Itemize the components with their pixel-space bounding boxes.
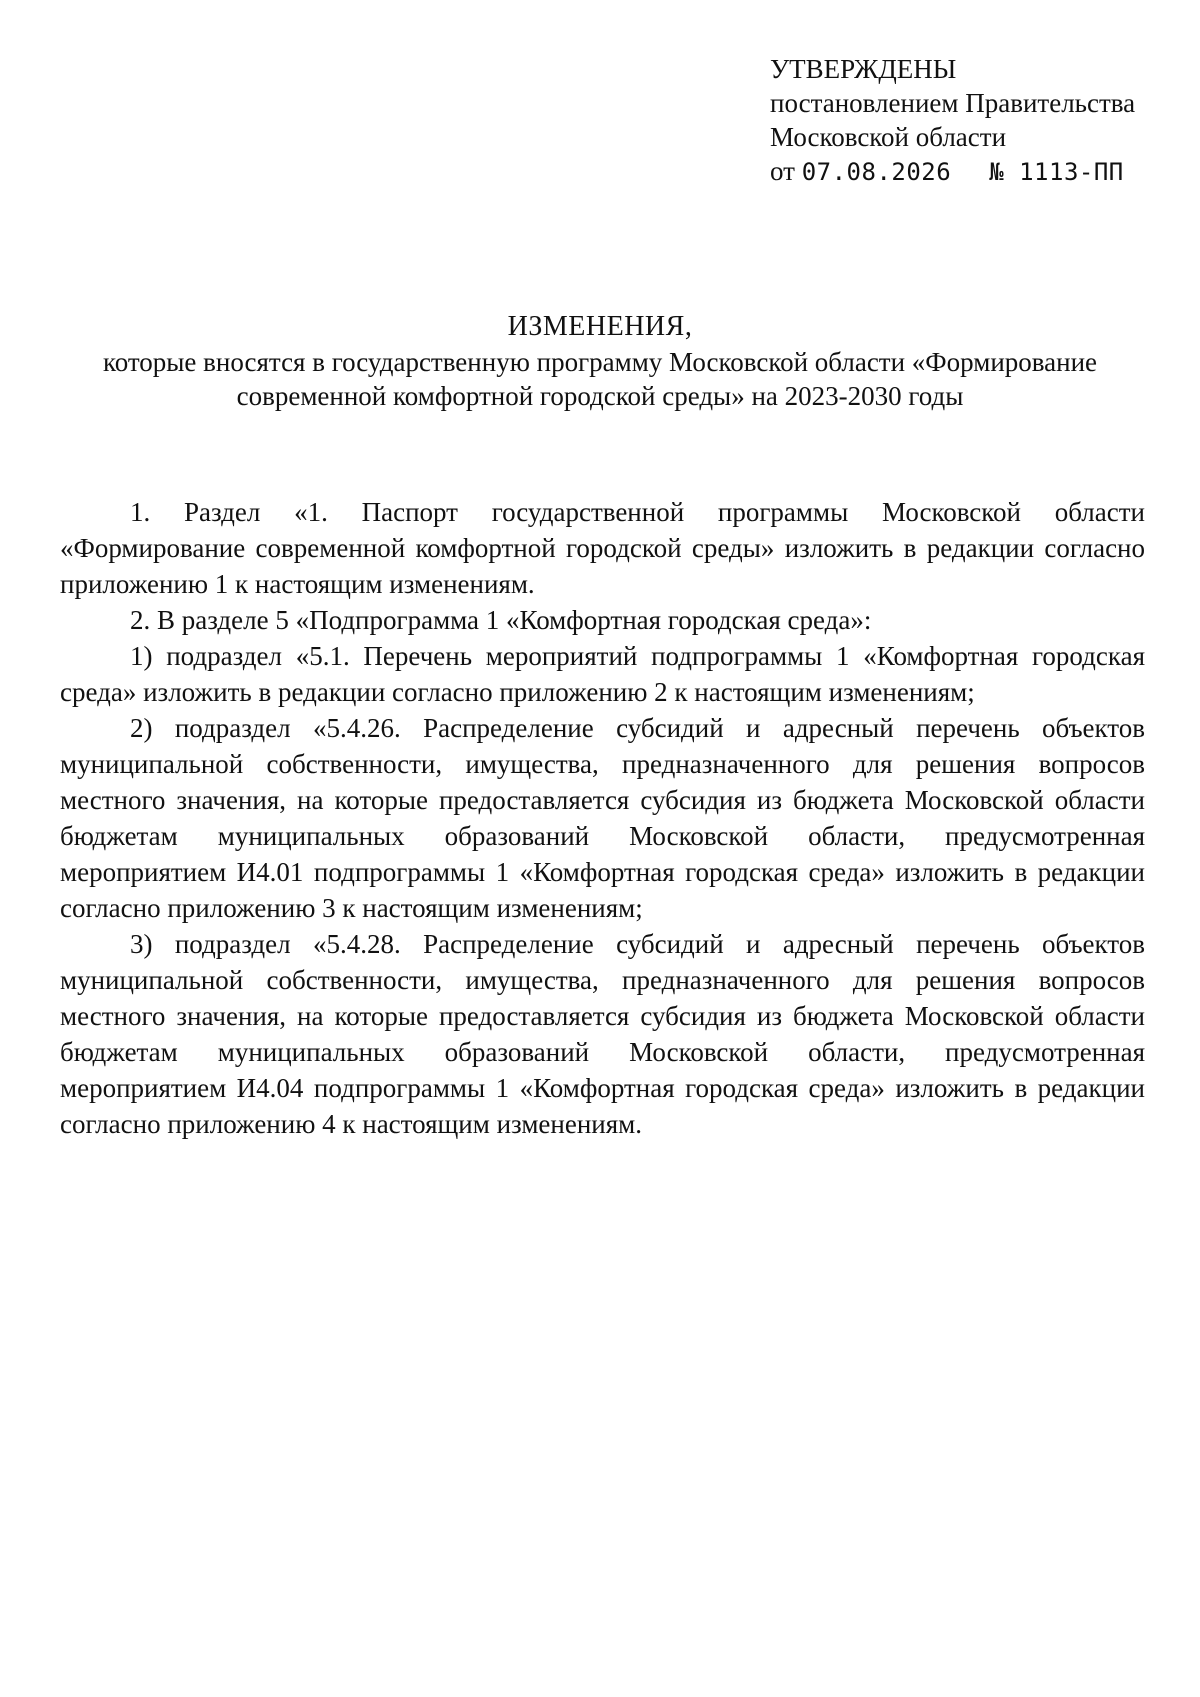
body-paragraph: 2) подраздел «5.4.26. Распределение субсидий и адресный перечень объектов муниципальной собственности, имущества, предназначенного для решения вопросов местного значения, на которые предоставляется субсидия из бюджета Московской области бюджетам муниципальных образований Московской области, предусмотренная мероприятием И4.01 подпрограммы 1 «Комфортная городская среда» изложить в редакции согласно приложению 3 к настоящим изменениям; — [60, 713, 1145, 923]
approval-status: УТВЕРЖДЕНЫ — [770, 54, 957, 84]
title-subheading: которые вносятся в государственную программу Московской области «Формирование современной комфортной городской среды» на 2023-2030 годы — [102, 347, 1098, 411]
approval-date: 07.08.2026 — [801, 158, 952, 186]
approval-authority: постановлением Правительства — [770, 88, 1136, 118]
body-paragraph: 3) подраздел «5.4.28. Распределение субсидий и адресный перечень объектов муниципальной собственности, имущества, предназначенного для решения вопросов местного значения, на которые предоставляется субсидия из бюджета Московской области бюджетам муниципальных образований Московской области, предусмотренная мероприятием И4.04 подпрограммы 1 «Комфортная городская среда» изложить в редакции согласно приложению 4 к настоящим изменениям. — [60, 929, 1145, 1139]
body-paragraph: 1) подраздел «5.1. Перечень мероприятий подпрограммы 1 «Комфортная городская среда» изложить в редакции согласно приложению 2 к настоящим изменениям; — [60, 641, 1145, 707]
document-body — [60, 494, 1145, 1142]
document-title — [60, 310, 1140, 413]
approval-date-line — [770, 154, 1135, 189]
body-paragraph: 2. В разделе 5 «Подпрограмма 1 «Комфортная городская среда»: — [130, 605, 872, 635]
approval-stamp — [770, 52, 1135, 189]
body-paragraph: 1. Раздел «1. Паспорт государственной программы Московской области «Формирование современной комфортной городской среды» изложить в редакции согласно приложению 1 к настоящим изменениям. — [60, 497, 1145, 599]
title-heading: ИЗМЕНЕНИЯ, — [507, 311, 693, 342]
approval-date-prefix: от — [770, 156, 795, 186]
approval-region: Московской области — [770, 122, 1007, 152]
approval-number: № 1113-ПП — [989, 158, 1124, 186]
